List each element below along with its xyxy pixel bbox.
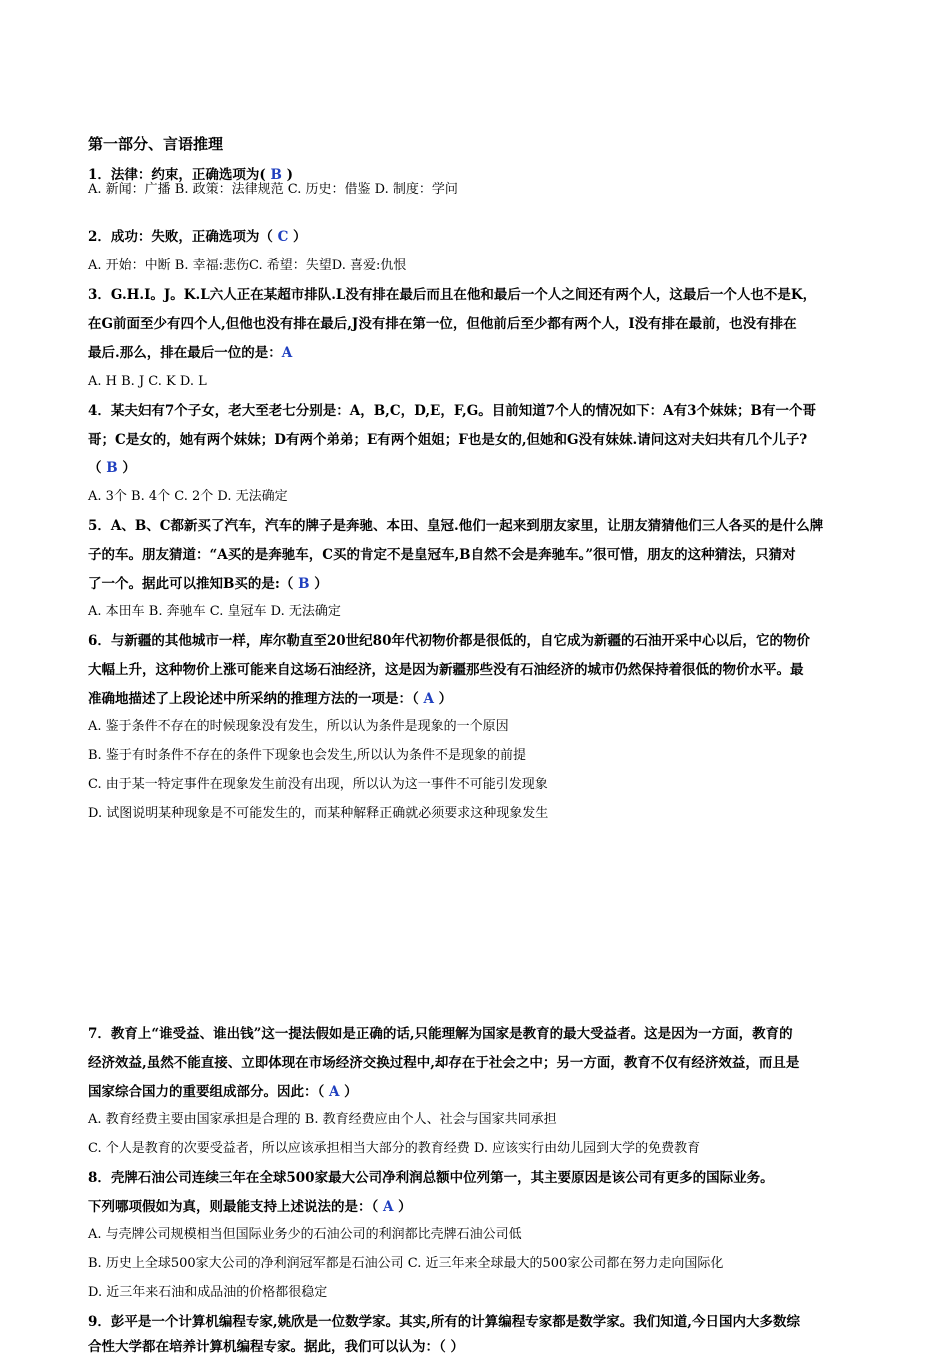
question-6-line-3: 准确地描述了上段论述中所采纳的推理方法的一项是：（ A ） <box>88 691 453 707</box>
question-4-line-2: 哥；C是女的，她有两个妹妹；D有两个弟弟；E有两个姐姐；F也是女的,但她和G没有妹妹.请问这对夫妇共有几个儿子? <box>88 432 808 448</box>
question-9-line-1: 9．彭平是一个计算机编程专家,姚欣是一位数学家。其实,所有的计算编程专家都是数学家。我们知道,今日国内大多数综 <box>88 1314 800 1330</box>
question-5-line-3: 了一个。据此可以推知B买的是:（ B ） <box>88 576 328 592</box>
section-title: 第一部分、言语推理 <box>88 135 224 153</box>
question-8-line-2: 下列哪项假如为真，则最能支持上述说法的是：（ A ） <box>88 1199 412 1215</box>
question-3-options: A. H B. J C. K D. L <box>88 374 207 389</box>
question-6-line-1: 6．与新疆的其他城市一样，库尔勒直至20世纪80年代初物价都是很低的，自它成为新疆的石油开采中心以后，它的物价 <box>88 633 810 649</box>
question-7-line-2: 经济效益,虽然不能直接、立即体现在市场经济交换过程中,却存在于社会之中；另一方面，教育不仅有经济效益，而且是 <box>88 1055 800 1071</box>
question-4-line-1: 4．某夫妇有7个子女，老大至老七分别是：A，B,C，D,E，F,G。目前知道7个人的情况如下：A有3个妹妹；B有一个哥 <box>88 403 816 419</box>
question-8-option-a: A. 与壳牌公司规模相当但国际业务少的石油公司的利润都比壳牌石油公司低 <box>88 1227 522 1242</box>
question-1: 1．法律：约束，正确选项为( B ) <box>88 167 293 183</box>
question-6-option-c: C. 由于某一特定事件在现象发生前没有出现，所以认为这一事件不可能引发现象 <box>88 777 548 792</box>
question-8-options-bc: B. 历史上全球500家大公司的净利润冠军都是石油公司 C. 近三年来全球最大的500家公司都在努力走向国际化 <box>88 1256 724 1271</box>
answer-1: B <box>265 167 287 183</box>
question-3-line-2: 在G前面至少有四个人,但他也没有排在最后,J没有排在第一位，但他前后至少都有两个人，I没有排在最前，也没有排在 <box>88 316 797 332</box>
question-7-line-3: 国家综合国力的重要组成部分。因此：（ A ） <box>88 1084 358 1100</box>
question-4-options: A. 3个 B. 4个 C. 2个 D. 无法确定 <box>88 489 288 504</box>
question-3-line-3: 最后.那么，排在最后一位的是：A <box>88 345 293 361</box>
question-7-line-1: 7．教育上“谁受益、谁出钱”这一提法假如是正确的话,只能理解为国家是教育的最大受益者。这是因为一方面，教育的 <box>88 1026 793 1042</box>
question-4-line-3: （ B ） <box>88 460 136 476</box>
question-8-line-1: 8．壳牌石油公司连续三年在全球500家最大公司净利润总额中位列第一，其主要原因是该公司有更多的国际业务。 <box>88 1170 774 1186</box>
question-9-line-2: 合性大学都在培养计算机编程专家。据此，我们可以认为：（ ） <box>88 1339 464 1355</box>
question-2-options: A. 开始：中断 B. 幸福:悲伤C. 希望：失望D. 喜爱:仇恨 <box>88 258 407 273</box>
document-page <box>88 0 868 1355</box>
answer-4: B <box>106 460 118 476</box>
question-1-options: A. 新闻：广播 B. 政策：法律规范 C. 历史：借鉴 D. 制度：学问 <box>88 182 458 197</box>
answer-8: A <box>382 1199 394 1215</box>
question-8-option-d: D. 近三年来石油和成品油的价格都很稳定 <box>88 1285 328 1300</box>
question-7-options-cd: C. 个人是教育的次要受益者，所以应该承担相当大部分的教育经费 D. 应该实行由幼儿园到大学的免费教育 <box>88 1141 701 1156</box>
question-5-options: A. 本田车 B. 奔驰车 C. 皇冠车 D. 无法确定 <box>88 604 341 619</box>
question-2: 2．成功：失败，正确选项为（ C ） <box>88 229 307 245</box>
question-6-option-d: D. 试图说明某种现象是不可能发生的，而某种解释正确就必须要求这种现象发生 <box>88 806 549 821</box>
question-6-option-b: B. 鉴于有时条件不存在的条件下现象也会发生,所以认为条件不是现象的前提 <box>88 748 526 763</box>
question-5-line-2: 子的车。朋友猜道：“A买的是奔驰车，C买的肯定不是皇冠车,B自然不会是奔驰车。”很可惜，朋友的这种猜法，只猜对 <box>88 547 796 563</box>
question-6-option-a: A. 鉴于条件不存在的时候现象没有发生，所以认为条件是现象的一个原因 <box>88 719 509 734</box>
answer-2: C <box>277 229 289 245</box>
question-5-line-1: 5．A、B、C都新买了汽车，汽车的牌子是奔驰、本田、皇冠.他们一起来到朋友家里，让朋友猜猜他们三人各买的是什么牌 <box>88 518 824 534</box>
question-3-line-1: 3．G.H.I。J。K.L六人正在某超市排队.L没有排在最后而且在他和最后一个人之间还有两个人，这最后一个人也不是K， <box>88 287 817 303</box>
answer-7: A <box>328 1084 340 1100</box>
answer-6: A <box>423 691 434 707</box>
question-7-options-ab: A. 教育经费主要由国家承担是合理的 B. 教育经费应由个人、社会与国家共同承担 <box>88 1112 557 1127</box>
answer-3: A <box>281 345 293 361</box>
answer-5: B <box>298 576 310 592</box>
question-6-line-2: 大幅上升，这种物价上涨可能来自这场石油经济，这是因为新疆那些没有石油经济的城市仍然保持着很低的物价水平。最 <box>88 662 804 678</box>
